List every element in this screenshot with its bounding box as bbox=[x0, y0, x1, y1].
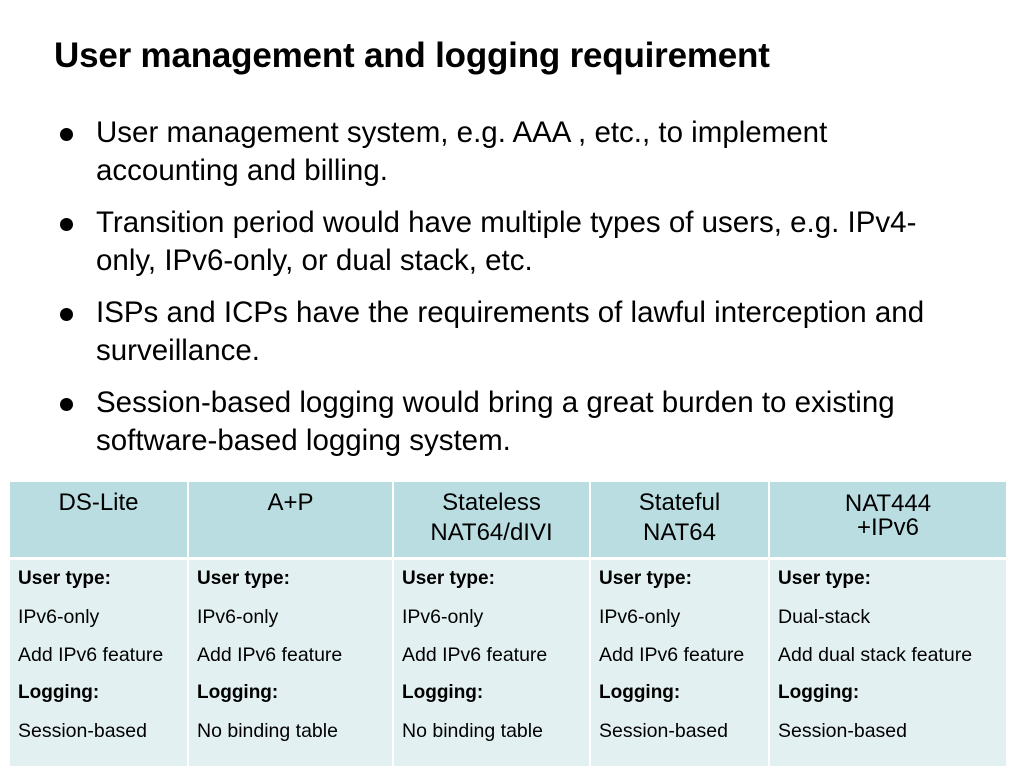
table-cell bbox=[393, 558, 590, 766]
user-type-label: User type: bbox=[599, 567, 692, 589]
table-row bbox=[10, 558, 1006, 766]
header-cell-a-plus-p: A+P bbox=[188, 482, 393, 558]
bullet-text: Transition period would have multiple types of users, e.g. IPv4-only, IPv6-only, or dual stack, etc. bbox=[96, 206, 917, 277]
logging-value: Session-based bbox=[599, 719, 728, 742]
user-type-label: User type: bbox=[197, 567, 290, 589]
user-type-value: IPv6-only bbox=[402, 605, 484, 628]
user-type-value: IPv6-only bbox=[197, 605, 279, 628]
bullet-item bbox=[56, 384, 976, 460]
table-header-row bbox=[10, 482, 1006, 558]
logging-value: No binding table bbox=[402, 719, 543, 742]
feature-value: Add IPv6 feature bbox=[599, 643, 745, 666]
logging-value: Session-based bbox=[778, 719, 907, 742]
feature-value: Add IPv6 feature bbox=[402, 643, 548, 666]
bullet-text: ISPs and ICPs have the requirements of lawful interception and surveillance. bbox=[96, 296, 925, 367]
feature-value: Add IPv6 feature bbox=[18, 643, 164, 666]
header-cell-stateless-nat64: Stateless NAT64/dIVI bbox=[393, 482, 590, 558]
logging-value: No binding table bbox=[197, 719, 338, 742]
feature-value: Add dual stack feature bbox=[778, 643, 973, 666]
bullet-item bbox=[56, 114, 976, 190]
bullet-dot-icon bbox=[60, 128, 73, 141]
bullet-text: Session-based logging would bring a great burden to existing software-based logging system. bbox=[96, 386, 895, 457]
user-type-label: User type: bbox=[778, 567, 871, 589]
header-cell-stateful-nat64: Stateful NAT64 bbox=[590, 482, 769, 558]
table-cell bbox=[10, 558, 188, 766]
logging-label: Logging: bbox=[778, 681, 860, 703]
logging-label: Logging: bbox=[18, 681, 100, 703]
bullet-item bbox=[56, 204, 976, 280]
user-type-label: User type: bbox=[402, 567, 495, 589]
table-cell bbox=[188, 558, 393, 766]
table-cell bbox=[590, 558, 769, 766]
user-type-value: IPv6-only bbox=[599, 605, 681, 628]
logging-label: Logging: bbox=[599, 681, 681, 703]
bullet-text: User management system, e.g. AAA , etc., to implement accounting and billing. bbox=[96, 116, 828, 187]
logging-label: Logging: bbox=[197, 681, 279, 703]
comparison-table bbox=[10, 482, 1006, 766]
bullet-dot-icon bbox=[60, 308, 73, 321]
logging-value: Session-based bbox=[18, 719, 147, 742]
bullet-dot-icon bbox=[60, 398, 73, 411]
user-type-value: Dual-stack bbox=[778, 605, 871, 628]
header-cell-ds-lite: DS-Lite bbox=[10, 482, 188, 558]
header-cell-nat444: NAT444 +IPv6 bbox=[769, 482, 1006, 558]
user-type-label: User type: bbox=[18, 567, 111, 589]
feature-value: Add IPv6 feature bbox=[197, 643, 343, 666]
user-type-value: IPv6-only bbox=[18, 605, 100, 628]
slide-title: User management and logging requirement bbox=[54, 36, 770, 75]
logging-label: Logging: bbox=[402, 681, 484, 703]
bullet-item bbox=[56, 294, 976, 370]
table-cell bbox=[769, 558, 1006, 766]
bullet-dot-icon bbox=[60, 218, 73, 231]
bullet-list bbox=[56, 114, 976, 474]
